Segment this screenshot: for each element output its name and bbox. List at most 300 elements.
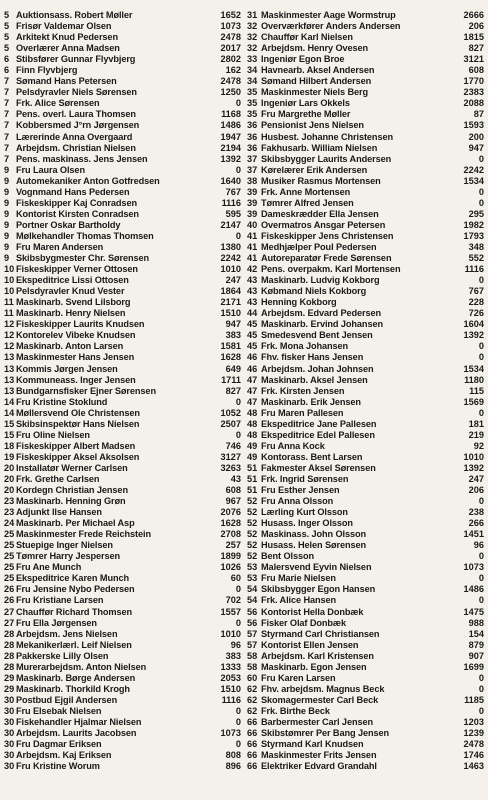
house-number: 29 [4, 683, 15, 694]
amount-value: 1185 [464, 694, 484, 705]
list-item [247, 76, 484, 87]
resident-name: Maskinarb. Egon Jensen [261, 661, 367, 672]
list-item [4, 143, 241, 154]
list-item [4, 474, 241, 485]
list-item [247, 330, 484, 341]
list-item [4, 165, 241, 176]
house-number: 9 [4, 208, 10, 219]
list-item [4, 695, 241, 706]
list-item [247, 209, 484, 220]
list-item [4, 21, 241, 32]
house-number: 66 [247, 761, 258, 772]
list-item [247, 32, 484, 43]
amount-value: 2088 [463, 98, 484, 109]
amount-value: 383 [225, 650, 241, 661]
amount-value: 988 [468, 617, 484, 628]
house-number: 5 [4, 32, 10, 43]
house-number: 20 [4, 473, 15, 484]
amount-value: 1899 [220, 551, 241, 562]
list-item [247, 87, 484, 98]
amount-value: 0 [478, 573, 484, 584]
amount-value: 206 [468, 485, 484, 496]
amount-value: 0 [478, 683, 484, 694]
list-item [4, 352, 241, 363]
amount-value: 2147 [220, 219, 241, 230]
house-number: 49 [247, 451, 258, 462]
resident-name: Chauffør Richard Thomsen [16, 606, 133, 617]
list-item [4, 330, 241, 341]
amount-value: 2478 [220, 76, 241, 87]
list-item [247, 673, 484, 684]
resident-name: Skomagermester Carl Beck [261, 694, 379, 705]
resident-name: Havnearb. Aksel Andersen [261, 65, 375, 76]
house-number: 9 [4, 197, 10, 208]
list-item [4, 573, 241, 584]
list-item [247, 54, 484, 65]
resident-name: Kontorass. Bent Larsen [261, 451, 363, 462]
amount-value: 0 [478, 407, 484, 418]
resident-name: Kontorelev Vibeke Knudsen [16, 330, 136, 341]
amount-value: 266 [468, 518, 484, 529]
resident-name: Fru Karen Larsen [261, 672, 336, 683]
house-number: 13 [4, 352, 15, 363]
resident-name: Frk. Mona Johansen [261, 341, 349, 352]
house-number: 66 [247, 717, 258, 727]
amount-value: 96 [473, 540, 484, 551]
amount-value: 1628 [220, 352, 241, 363]
resident-name: Maskinarb. Henry Nielsen [16, 308, 126, 319]
house-number: 52 [247, 529, 258, 540]
house-number: 26 [4, 595, 15, 606]
list-item [4, 562, 241, 573]
resident-name: Fisker Olaf Donbæk [261, 617, 346, 628]
house-number: 52 [247, 507, 258, 518]
resident-name: Pens. maskinass. Jens Jensen [16, 153, 148, 164]
amount-value: 0 [478, 275, 484, 286]
resident-name: Fru Maren Andersen [16, 241, 104, 252]
amount-value: 115 [469, 385, 484, 396]
resident-name: Tømrer Harry Jespersen [16, 551, 121, 562]
list-item [247, 143, 484, 154]
amount-value: 0 [235, 584, 241, 595]
resident-name: Kommis Jørgen Jensen [16, 363, 118, 374]
house-number: 13 [4, 385, 15, 396]
resident-name: Fru Anna Olsson [261, 496, 334, 507]
resident-name: Mekanikerlærl. Leif Nielsen [16, 639, 132, 650]
house-number: 37 [247, 153, 258, 164]
house-number: 25 [4, 529, 15, 540]
list-item [4, 739, 241, 750]
house-number: 25 [4, 540, 15, 551]
resident-name: Maskinarb. Ludvig Kokborg [261, 275, 380, 286]
resident-name: Frk. Birthe Beck [261, 705, 330, 716]
amount-value: 1534 [463, 175, 484, 186]
amount-value: 608 [468, 65, 484, 76]
amount-value: 0 [235, 617, 241, 628]
amount-value: 1010 [220, 264, 241, 275]
resident-name: Fiskeskipper Albert Madsen [16, 440, 136, 451]
house-number: 57 [247, 628, 258, 639]
resident-name: Maskinarb. Erik Jensen [261, 396, 361, 407]
resident-name: Kontorist Ellen Jensen [261, 639, 359, 650]
house-number: 9 [4, 164, 10, 175]
list-item [4, 231, 241, 242]
resident-name: Fiskehandler Hjalmar Nielsen [16, 717, 142, 727]
house-number: 14 [4, 396, 15, 407]
resident-name: Skibstømrer Per Bang Jensen [261, 728, 390, 739]
amount-value: 808 [225, 750, 241, 761]
house-number: 32 [247, 21, 258, 32]
list-item [4, 551, 241, 562]
amount-value: 879 [468, 639, 484, 650]
list-item [247, 109, 484, 120]
list-item [4, 242, 241, 253]
list-item [4, 65, 241, 76]
amount-value: 247 [468, 473, 484, 484]
house-number: 52 [247, 551, 258, 562]
resident-name: Fakhusarb. William Nielsen [261, 142, 378, 153]
amount-value: 348 [468, 241, 484, 252]
resident-name: Kontorist Hella Donbæk [261, 606, 364, 617]
list-item [247, 474, 484, 485]
list-item [247, 220, 484, 231]
resident-name: Malersvend Eyvin Nielsen [261, 562, 372, 573]
list-item [4, 408, 241, 419]
house-number: 39 [247, 197, 258, 208]
resident-name: Skibsbygger Egon Hansen [261, 584, 376, 595]
list-item [247, 10, 484, 21]
house-number: 52 [247, 496, 258, 507]
amount-value: 1250 [220, 87, 241, 98]
amount-value: 767 [468, 286, 484, 297]
resident-name: Fru Marie Nielsen [261, 573, 336, 584]
list-item [247, 375, 484, 386]
list-item [247, 253, 484, 264]
resident-name: Ingeniør Egon Broe [261, 54, 345, 65]
house-number: 13 [4, 363, 15, 374]
house-number: 48 [247, 429, 258, 440]
amount-value: 238 [468, 507, 484, 518]
resident-name: Møllersvend Ole Christensen [16, 407, 140, 418]
amount-value: 947 [225, 319, 241, 330]
amount-value: 1116 [221, 694, 241, 705]
list-item [4, 10, 241, 21]
resident-name: Frk. Kirsten Jensen [261, 385, 345, 396]
resident-name: Maskinarb. Per Michael Asp [16, 518, 135, 529]
house-number: 6 [4, 54, 10, 65]
house-number: 7 [4, 98, 10, 109]
list-item [247, 65, 484, 76]
resident-name: Vognmand Hans Pedersen [16, 186, 130, 197]
amount-value: 1510 [220, 308, 241, 319]
house-number: 27 [4, 617, 15, 628]
house-number: 40 [247, 219, 258, 230]
resident-name: Fru Maren Pallesen [261, 407, 344, 418]
house-number: 12 [4, 330, 15, 341]
resident-name: Maskinmester Aage Wormstrup [261, 10, 396, 20]
amount-value: 1073 [220, 21, 241, 32]
list-item [4, 76, 241, 87]
house-number: 66 [247, 728, 258, 739]
resident-name: Pelsdyravler Knud Vester [16, 286, 125, 297]
house-number: 56 [247, 617, 258, 628]
resident-name: Overmatros Ansgar Petersen [261, 219, 386, 230]
list-item [4, 275, 241, 286]
resident-name: Fiskeskipper Kaj Conradsen [16, 197, 137, 208]
amount-value: 0 [478, 496, 484, 507]
list-item [247, 165, 484, 176]
list-item [247, 43, 484, 54]
resident-name: Smedesvend Bent Jensen [261, 330, 373, 341]
amount-value: 1534 [463, 363, 484, 374]
resident-name: Pakkerske Lilly Olsen [16, 650, 109, 661]
amount-value: 1569 [463, 396, 484, 407]
house-number: 36 [247, 120, 258, 131]
resident-name: Finn Flyvbjerg [16, 65, 78, 76]
resident-name: Overlærer Anna Madsen [16, 43, 120, 54]
list-item [247, 98, 484, 109]
house-number: 9 [4, 241, 10, 252]
list-item [4, 629, 241, 640]
resident-name: Skibsbygmester Chr. Sørensen [16, 253, 150, 264]
list-item [247, 595, 484, 606]
house-number: 31 [247, 10, 258, 20]
list-item [4, 120, 241, 131]
house-number: 54 [247, 595, 258, 606]
resident-name: Maskinarb. Børge Andersen [16, 672, 136, 683]
house-number: 53 [247, 562, 258, 573]
amount-value: 1510 [220, 683, 241, 694]
list-item [247, 728, 484, 739]
house-number: 28 [4, 639, 15, 650]
amount-value: 0 [235, 396, 241, 407]
amount-value: 43 [230, 473, 241, 484]
list-item [247, 319, 484, 330]
house-number: 7 [4, 131, 10, 142]
amount-value: 1116 [221, 197, 241, 208]
list-item [4, 662, 241, 673]
list-item [247, 242, 484, 253]
resident-name: Dameskrædder Ella Jensen [261, 208, 379, 219]
resident-name: Arkitekt Knud Pedersen [16, 32, 118, 43]
amount-value: 181 [468, 418, 484, 429]
resident-name: Husass. Inger Olsson [261, 518, 353, 529]
list-item [4, 341, 241, 352]
amount-value: 2507 [220, 418, 241, 429]
resident-name: Fru Margrethe Møller [261, 109, 351, 120]
list-item [4, 673, 241, 684]
amount-value: 1116 [464, 264, 484, 275]
list-item [247, 529, 484, 540]
list-item [247, 341, 484, 352]
list-item [247, 607, 484, 618]
house-number: 34 [247, 76, 258, 87]
resident-name: Fhv. fisker Hans Jensen [261, 352, 364, 363]
house-number: 28 [4, 661, 15, 672]
house-number: 38 [247, 175, 258, 186]
house-number: 62 [247, 705, 258, 716]
amount-value: 0 [478, 352, 484, 363]
amount-value: 0 [235, 739, 241, 750]
amount-value: 2194 [220, 142, 241, 153]
list-item [247, 662, 484, 673]
resident-name: Stuepige Inger Nielsen [16, 540, 113, 551]
amount-value: 1180 [464, 374, 484, 385]
house-number: 44 [247, 308, 258, 319]
house-number: 48 [247, 407, 258, 418]
house-number: 12 [4, 319, 15, 330]
list-item [247, 231, 484, 242]
amount-value: 1746 [463, 750, 484, 761]
resident-name: Postbud Ejgil Andersen [16, 694, 118, 705]
list-item [4, 728, 241, 739]
amount-value: 608 [225, 485, 241, 496]
house-number: 39 [247, 186, 258, 197]
house-number: 47 [247, 385, 258, 396]
left-column [4, 10, 241, 800]
house-number: 27 [4, 606, 15, 617]
list-item [247, 507, 484, 518]
house-number: 6 [4, 65, 10, 76]
resident-name: Bundgarnsfisker Ejner Sørensen [16, 385, 156, 396]
list-item [247, 463, 484, 474]
list-item [4, 518, 241, 529]
house-number: 51 [247, 462, 258, 473]
amount-value: 1073 [220, 728, 241, 739]
house-number: 23 [4, 496, 15, 507]
resident-name: Købmand Niels Kokborg [261, 286, 367, 297]
amount-value: 3121 [463, 54, 484, 65]
house-number: 35 [247, 87, 258, 98]
resident-name: Fakmester Aksel Sørensen [261, 462, 376, 473]
list-item [4, 463, 241, 474]
resident-name: Installatør Werner Carlsen [16, 462, 128, 473]
house-number: 49 [247, 440, 258, 451]
amount-value: 0 [478, 341, 484, 352]
amount-value: 247 [225, 275, 241, 286]
amount-value: 2076 [220, 507, 241, 518]
resident-name: Husass. Helen Sørensen [261, 540, 367, 551]
house-number: 5 [4, 43, 10, 54]
house-number: 9 [4, 186, 10, 197]
house-number: 62 [247, 683, 258, 694]
amount-value: 200 [468, 131, 484, 142]
resident-name: Barbermester Carl Jensen [261, 717, 373, 727]
resident-name: Kordegn Christian Jensen [16, 485, 128, 496]
list-item [4, 154, 241, 165]
list-item [247, 584, 484, 595]
house-number: 30 [4, 750, 15, 761]
amount-value: 907 [468, 650, 484, 661]
house-number: 43 [247, 275, 258, 286]
amount-value: 649 [225, 363, 241, 374]
list-item [4, 87, 241, 98]
list-item [247, 717, 484, 728]
amount-value: 219 [468, 429, 484, 440]
list-item [4, 430, 241, 441]
list-item [4, 419, 241, 430]
house-number: 52 [247, 540, 258, 551]
list-item [247, 551, 484, 562]
amount-value: 1380 [220, 241, 241, 252]
house-number: 28 [4, 628, 15, 639]
house-number: 42 [247, 264, 258, 275]
resident-name: Skibsinspektør Hans Nielsen [16, 418, 140, 429]
list-item [247, 386, 484, 397]
list-item [247, 640, 484, 651]
amount-value: 827 [468, 43, 484, 54]
resident-name: Ingeniør Lars Okkels [261, 98, 350, 109]
house-number: 9 [4, 175, 10, 186]
list-item [247, 154, 484, 165]
house-number: 48 [247, 418, 258, 429]
resident-name: Styrmand Carl Christiansen [261, 628, 380, 639]
list-item [247, 21, 484, 32]
resident-name: Adjunkt Ilse Hansen [16, 507, 102, 518]
list-item [4, 397, 241, 408]
list-item [247, 706, 484, 717]
amount-value: 2053 [220, 672, 241, 683]
resident-name: Frk. Alice Hansen [261, 595, 337, 606]
resident-name: Arbejdsm. Jens Nielsen [16, 628, 118, 639]
list-item [247, 441, 484, 452]
resident-name: Fru Anna Kock [261, 440, 325, 451]
list-item [247, 430, 484, 441]
list-item [247, 618, 484, 629]
house-number: 30 [4, 717, 15, 727]
list-item [247, 684, 484, 695]
resident-name: Auktionsass. Robert Møller [16, 10, 133, 20]
list-item [247, 651, 484, 662]
list-item [4, 32, 241, 43]
list-item [247, 485, 484, 496]
list-item [4, 253, 241, 264]
house-number: 60 [247, 672, 258, 683]
amount-value: 2708 [220, 529, 241, 540]
house-number: 41 [247, 253, 258, 264]
house-number: 12 [4, 341, 15, 352]
resident-name: Kobbersmed J°rn Jørgensen [16, 120, 140, 131]
house-number: 66 [247, 750, 258, 761]
house-number: 26 [4, 584, 15, 595]
resident-name: Fru Ane Munch [16, 562, 82, 573]
resident-name: Henning Kokborg [261, 297, 337, 308]
house-number: 53 [247, 573, 258, 584]
amount-value: 1239 [463, 728, 484, 739]
amount-value: 257 [225, 540, 241, 551]
amount-value: 1581 [220, 341, 241, 352]
list-item [247, 176, 484, 187]
list-item [247, 419, 484, 430]
list-item [4, 595, 241, 606]
amount-value: 1640 [220, 175, 241, 186]
resident-name: Arbejdsm. Karl Kristensen [261, 650, 374, 661]
amount-value: 702 [225, 595, 241, 606]
amount-value: 1463 [463, 761, 484, 772]
resident-name: Mølkehandler Thomas Thomsen [16, 230, 154, 241]
house-number: 9 [4, 230, 10, 241]
amount-value: 1451 [463, 529, 484, 540]
amount-value: 1168 [221, 109, 241, 120]
resident-name: Murerarbejdsm. Anton Nielsen [16, 661, 147, 672]
list-item [4, 496, 241, 507]
list-item [247, 739, 484, 750]
house-number: 56 [247, 606, 258, 617]
list-item [4, 98, 241, 109]
list-item [247, 518, 484, 529]
house-number: 28 [4, 650, 15, 661]
list-item [247, 297, 484, 308]
